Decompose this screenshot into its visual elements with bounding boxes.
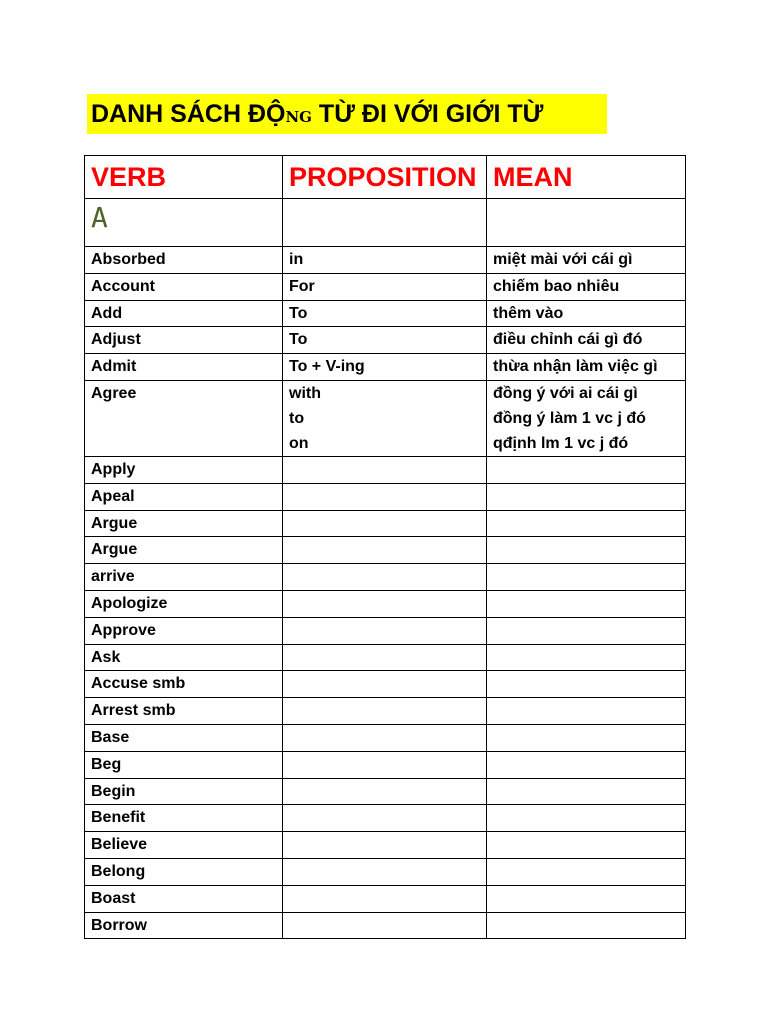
table-row xyxy=(85,671,686,698)
table-row xyxy=(85,354,686,381)
table-row xyxy=(85,724,686,751)
preposition-cell xyxy=(283,590,487,617)
table-row xyxy=(85,832,686,859)
section-empty-cell xyxy=(487,199,686,247)
preposition-cell xyxy=(283,354,487,381)
verb-cell: Arrest smb xyxy=(85,698,283,725)
preposition-cell xyxy=(283,805,487,832)
table-row xyxy=(85,698,686,725)
preposition-cell xyxy=(283,912,487,939)
verb-cell: arrive xyxy=(85,564,283,591)
preposition-cell xyxy=(283,483,487,510)
preposition-cell xyxy=(283,510,487,537)
verb-cell: Argue xyxy=(85,537,283,564)
meaning-cell xyxy=(487,858,686,885)
meaning-cell xyxy=(487,247,686,274)
verb-cell: Accuse smb xyxy=(85,671,283,698)
meaning-text: đồng ý với ai cái gì xyxy=(493,384,638,402)
table-row xyxy=(85,778,686,805)
verb-cell: Agree xyxy=(85,380,283,456)
verb-preposition-table xyxy=(84,155,686,939)
meaning-cell xyxy=(487,273,686,300)
table-row xyxy=(85,644,686,671)
verb-cell: Boast xyxy=(85,885,283,912)
preposition-text: on xyxy=(289,434,309,452)
table-row xyxy=(85,380,686,456)
preposition-text: to xyxy=(289,409,305,427)
preposition-cell xyxy=(283,247,487,274)
meaning-cell xyxy=(487,300,686,327)
verb-cell: Belong xyxy=(85,858,283,885)
title-main: DANH SÁCH ĐỘ xyxy=(91,100,286,128)
meaning-cell xyxy=(487,778,686,805)
meaning-cell xyxy=(487,912,686,939)
meaning-text: thừa nhận làm việc gì xyxy=(493,358,658,376)
preposition-cell xyxy=(283,671,487,698)
preposition-text: To xyxy=(289,331,308,349)
preposition-cell xyxy=(283,644,487,671)
preposition-cell xyxy=(283,858,487,885)
meaning-text: qđịnh lm 1 vc j đó xyxy=(493,434,629,452)
table-row xyxy=(85,273,686,300)
table-row xyxy=(85,858,686,885)
preposition-text: in xyxy=(289,251,304,268)
verb-cell: Account xyxy=(85,273,283,300)
header-verb: VERB xyxy=(85,156,283,199)
preposition-text: For xyxy=(289,277,315,295)
verb-cell: Absorbed xyxy=(85,247,283,274)
verb-cell: Adjust xyxy=(85,327,283,354)
section-row xyxy=(85,199,686,247)
preposition-text: with xyxy=(289,384,321,402)
preposition-cell xyxy=(283,537,487,564)
preposition-cell xyxy=(283,456,487,483)
meaning-cell xyxy=(487,885,686,912)
table-row xyxy=(85,456,686,483)
table-row xyxy=(85,590,686,617)
table-row xyxy=(85,617,686,644)
meaning-cell xyxy=(487,354,686,381)
table-row xyxy=(85,247,686,274)
verb-cell: Apologize xyxy=(85,590,283,617)
meaning-cell xyxy=(487,537,686,564)
preposition-cell xyxy=(283,564,487,591)
table-row xyxy=(85,885,686,912)
preposition-cell xyxy=(283,300,487,327)
table-row xyxy=(85,300,686,327)
verb-cell: Borrow xyxy=(85,912,283,939)
preposition-cell xyxy=(283,698,487,725)
preposition-cell xyxy=(283,380,487,456)
verb-cell: Benefit xyxy=(85,805,283,832)
meaning-cell xyxy=(487,832,686,859)
preposition-text: To xyxy=(289,304,308,322)
table-body xyxy=(85,156,686,939)
meaning-cell xyxy=(487,671,686,698)
preposition-cell xyxy=(283,832,487,859)
meaning-cell xyxy=(487,751,686,778)
meaning-text: thêm vào xyxy=(493,304,564,322)
verb-cell: Ask xyxy=(85,644,283,671)
header-mean: MEAN xyxy=(487,156,686,199)
meaning-cell xyxy=(487,456,686,483)
preposition-text: To + V-ing xyxy=(289,358,365,376)
table-row xyxy=(85,564,686,591)
table-row xyxy=(85,912,686,939)
preposition-cell xyxy=(283,751,487,778)
table-row xyxy=(85,327,686,354)
preposition-cell xyxy=(283,778,487,805)
header-proposition: PROPOSITION xyxy=(283,156,487,199)
meaning-text: đồng ý làm 1 vc j đó xyxy=(493,409,646,427)
header-row xyxy=(85,156,686,199)
table-row xyxy=(85,805,686,832)
preposition-cell xyxy=(283,724,487,751)
meaning-cell xyxy=(487,617,686,644)
preposition-cell xyxy=(283,885,487,912)
verb-cell: Admit xyxy=(85,354,283,381)
table-row xyxy=(85,537,686,564)
preposition-cell xyxy=(283,617,487,644)
meaning-text: chiếm bao nhiêu xyxy=(493,277,620,295)
table-row xyxy=(85,510,686,537)
meaning-text: miệt mài với cái gì xyxy=(493,251,633,268)
title-smallcaps: ng xyxy=(285,102,312,128)
meaning-cell xyxy=(487,564,686,591)
verb-cell: Argue xyxy=(85,510,283,537)
table-row xyxy=(85,483,686,510)
meaning-text: điều chỉnh cái gì đó xyxy=(493,331,643,349)
meaning-cell xyxy=(487,483,686,510)
meaning-cell xyxy=(487,327,686,354)
verb-cell: Begin xyxy=(85,778,283,805)
meaning-cell xyxy=(487,380,686,456)
table-row xyxy=(85,751,686,778)
meaning-cell xyxy=(487,590,686,617)
section-letter: A xyxy=(85,199,283,247)
meaning-cell xyxy=(487,644,686,671)
title-rest: TỪ ĐI VỚI GIỚI TỪ xyxy=(311,100,544,128)
verb-cell: Approve xyxy=(85,617,283,644)
meaning-cell xyxy=(487,724,686,751)
preposition-cell xyxy=(283,273,487,300)
meaning-cell xyxy=(487,510,686,537)
page-title xyxy=(87,94,607,134)
verb-cell: Base xyxy=(85,724,283,751)
meaning-cell xyxy=(487,698,686,725)
verb-cell: Apply xyxy=(85,456,283,483)
meaning-cell xyxy=(487,805,686,832)
verb-cell: Apeal xyxy=(85,483,283,510)
section-empty-cell xyxy=(283,199,487,247)
verb-cell: Believe xyxy=(85,832,283,859)
preposition-cell xyxy=(283,327,487,354)
verb-cell: Beg xyxy=(85,751,283,778)
verb-cell: Add xyxy=(85,300,283,327)
